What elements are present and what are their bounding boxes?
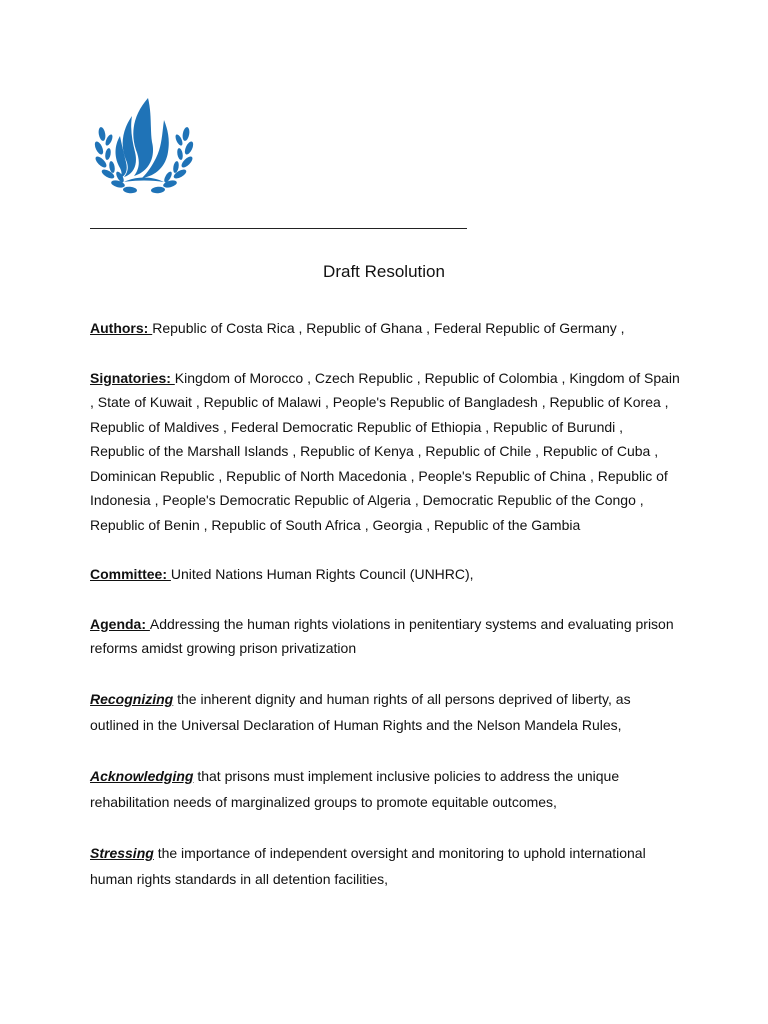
authors-paragraph: [90, 316, 680, 341]
preambulatory-clause: [90, 686, 680, 738]
clause-text: that prisons must implement inclusive policies to address the unique rehabilitation needs of marginalized groups to promote equitable outcomes,: [90, 767, 620, 810]
agenda-paragraph: [90, 612, 680, 661]
agenda-label: Agenda:: [90, 615, 150, 632]
committee-text: United Nations Human Rights Council (UNHRC),: [170, 566, 474, 582]
header-divider: [90, 228, 467, 229]
clause-text: the importance of independent oversight and monitoring to uphold international human rights standards in all detention facilities,: [90, 844, 646, 887]
authors-text: Republic of Costa Rica , Republic of Ghana , Federal Republic of Germany ,: [152, 320, 625, 336]
authors-label: Authors:: [90, 320, 153, 336]
resolution-body: [90, 316, 680, 917]
signatories-paragraph: [90, 366, 680, 538]
committee-paragraph: [90, 562, 680, 587]
page-title: Draft Resolution: [323, 262, 445, 281]
clause-keyword: Acknowledging: [90, 767, 194, 784]
flame-icon: [116, 98, 169, 182]
unhrc-logo-icon: [90, 96, 198, 200]
clause-text: the inherent dignity and human rights of all persons deprived of liberty, as outlined in the Universal Declaration of Human Rights and the Nelson Mandela Rules,: [90, 690, 631, 733]
preambulatory-clause: [90, 840, 680, 892]
signatories-text: Kingdom of Morocco , Czech Republic , Republic of Colombia , Kingdom of Spain , State of Kuwait , Republic of Malawi , People's Republic of Bangladesh , Republic of Korea , Republic of Maldives , Federal Democratic Republic of Ethiopia , Republic of Burundi , Republic of the Marshall Islands , Republic of Kenya , Republic of Chile , Republic of Cuba , Dominican Republic , Republic of North Macedonia , People's Republic of China , Republic of Indonesia , People's Democratic Republic of Algeria , Democratic Republic of the Congo , Republic of Benin , Republic of South Africa , Georgia , Republic of the Gambia: [90, 369, 680, 533]
clause-keyword: Stressing: [90, 844, 154, 861]
preambulatory-clause: [90, 763, 680, 815]
committee-label: Committee:: [90, 566, 171, 582]
agenda-text: Addressing the human rights violations in penitentiary systems and evaluating prison reforms amidst growing prison privatization: [90, 615, 674, 656]
clause-keyword: Recognizing: [90, 690, 174, 707]
signatories-label: Signatories:: [90, 369, 175, 386]
